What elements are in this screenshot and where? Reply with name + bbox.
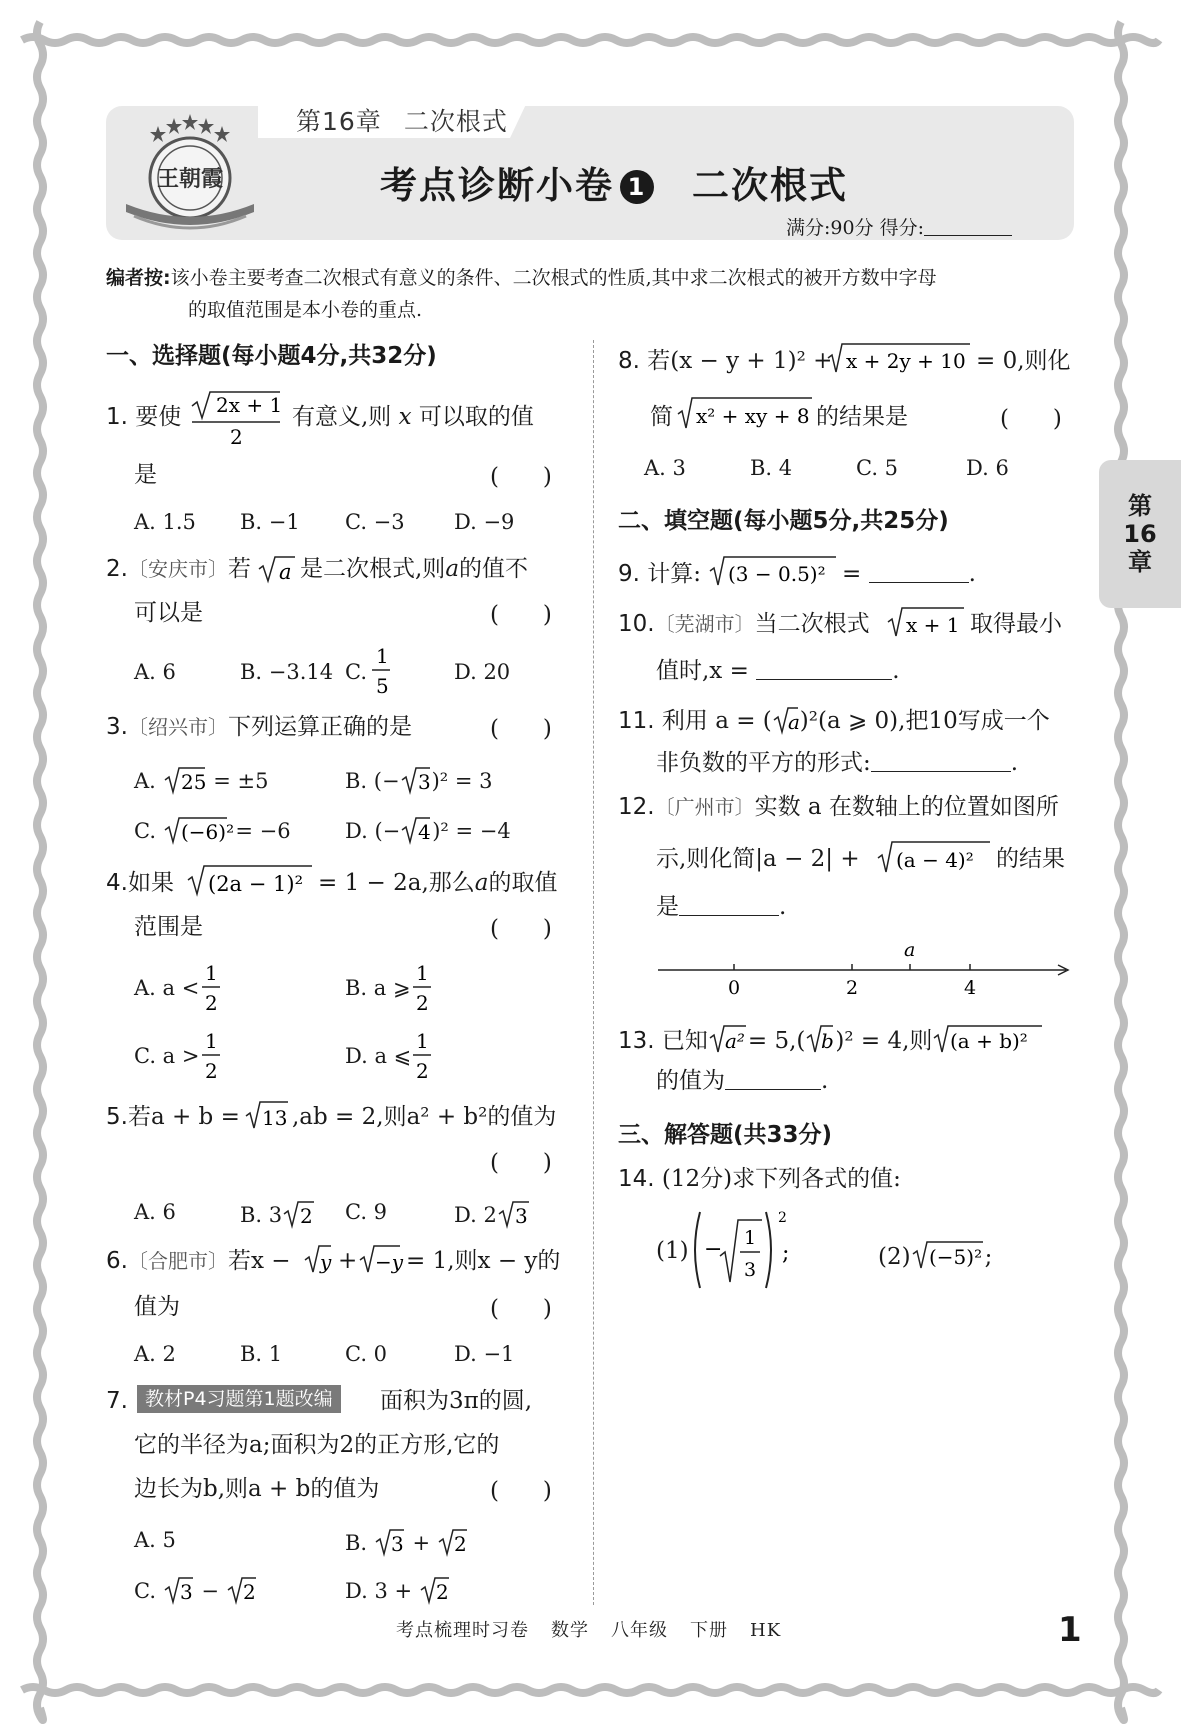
q7-line2: 它的半径为a;面积为2的正方形,它的 [134,1432,500,1458]
q1-line2: 是 [134,462,157,488]
point-a-label: a [904,939,916,961]
q7-option-b[interactable]: B. 3 + 2 [345,1531,467,1556]
section-3-title: 三、解答题(共33分) [618,1122,833,1148]
svg-text:王朝霞: 王朝霞 [156,166,224,192]
q8-line2: 简 [650,404,673,430]
q6-line2: 值为 [134,1294,180,1320]
svg-text:1: 1 [744,1227,757,1249]
svg-text:(a + b)²: (a + b)² [950,1029,1029,1053]
q3-option-a[interactable]: A. 25 = ±5 [134,769,269,794]
svg-text:a: a [787,710,800,734]
q3-option-b[interactable]: B. (− 3 )² = 3 [345,769,493,794]
svg-text:x + 1: x + 1 [906,613,960,637]
tick-label-4: 4 [964,977,977,999]
chapter-side-tab: 第 16 章 [1099,460,1181,608]
q12-line2b: 的结果 [996,846,1065,872]
q13-line1: 13. 已知 a² = 5,( b )² = 4,则 (a + b)² [618,1024,1044,1054]
svg-text:2: 2 [416,1059,429,1083]
svg-text:1: 1 [376,644,389,668]
q9-line: 9. 计算: [618,561,702,587]
q11-line1: 11. 利用 a = ( a )²(a ⩾ 0),把10写成一个 [618,708,1050,734]
q2-line1: 2.〔安庆市〕若 [106,556,251,582]
score-blank[interactable] [924,218,1012,236]
q2-option-c[interactable]: C. [345,660,367,684]
q9-answer-blank[interactable] [869,563,969,583]
editor-note: 编者按:该小卷主要考查二次根式有意义的条件、二次根式的性质,其中求二次根式的被开方数中字母 的取值范围是本小卷的重点. [106,267,937,321]
q8-option-a[interactable]: A. 3 [644,456,686,480]
q1-fraction [190,388,286,448]
q4-answer-paren[interactable]: ( ) [490,916,552,942]
q4-line1: 4.如果 [106,870,174,896]
q4-option-d-fraction [411,1028,435,1084]
q6-answer-paren[interactable]: ( ) [490,1296,552,1322]
svg-text:2: 2 [242,1580,256,1604]
q3-line1: 3.〔绍兴市〕下列运算正确的是 [106,714,412,740]
q7-option-c[interactable]: C. 3 − 2 [134,1579,256,1604]
q9-answer: = . [842,561,976,587]
q4-option-c-fraction [200,1028,224,1084]
title-circled-number: 1 [620,170,654,204]
svg-text:1: 1 [416,1029,429,1053]
page-number: 1 [1058,1610,1082,1650]
svg-text:1: 1 [205,961,218,985]
svg-text:3: 3 [417,770,431,794]
q8-answer-paren[interactable]: ( ) [1000,406,1062,432]
q5-answer-paren[interactable]: ( ) [490,1150,552,1176]
q1-option-a[interactable]: A. 1.5 [134,510,196,534]
q14-part2: (2) (−5)² ; [878,1244,993,1270]
q12-sqrt [876,840,992,874]
q5-line1b: ,ab = 2,则a² + b²的值为 [292,1104,557,1130]
q4-option-b[interactable]: B. a ⩾ [345,976,411,1000]
q6-plus: + [338,1248,358,1274]
q6-sqrt-y [303,1244,333,1276]
q13-answer-blank[interactable] [725,1070,821,1090]
chapter-number: 第16章 [296,107,382,136]
svg-text:25: 25 [180,770,206,794]
svg-text:x² + xy + 8: x² + xy + 8 [696,404,810,428]
svg-text:1: 1 [205,1029,218,1053]
tick-label-2: 2 [846,977,859,999]
q2-answer-paren[interactable]: ( ) [490,602,552,628]
score-line: 满分:90分 得分: [786,213,1012,240]
q8-sqrt-1 [826,342,972,374]
q5-line1: 5.若a + b = [106,1104,240,1130]
q6-sqrt-neg-y [358,1244,402,1276]
section-1-title: 一、选择题(每小题4分,共32分) [106,343,437,369]
q5-option-b[interactable]: B. 3 2 [240,1203,313,1228]
svg-text:;: ; [782,1241,790,1266]
q10-line1: 10.〔芜湖市〕当二次根式 [618,611,870,637]
svg-text:2: 2 [205,991,218,1015]
page-title: 考点诊断小卷 1 二次根式 [380,164,848,207]
q7-line3: 边长为b,则a + b的值为 [134,1476,380,1502]
svg-text:(3 − 0.5)²: (3 − 0.5)² [728,562,826,586]
q7-line1: 面积为3π的圆, [380,1388,533,1414]
svg-text:a²: a² [724,1029,745,1053]
q14-part1-expression [690,1206,800,1296]
q3-answer-paren[interactable]: ( ) [490,716,552,742]
q2-line2: 可以是 [134,600,203,626]
q4-line2: 范围是 [134,914,203,940]
q9-sqrt [708,555,838,587]
q14-line1: 14. (12分)求下列各式的值: [618,1166,901,1192]
svg-text:4: 4 [418,820,431,844]
q6-line1: 6.〔合肥市〕若x − [106,1248,291,1274]
q5-sqrt-13 [244,1100,290,1132]
q3-option-c[interactable]: C. (−6)² = −6 [134,819,291,844]
q2-sqrt-a [257,553,297,585]
q4-option-d[interactable]: D. a ⩽ [345,1044,412,1068]
svg-text:(−6)²: (−6)² [180,820,234,844]
svg-text:(2a − 1)²: (2a − 1)² [208,872,303,896]
svg-text:3: 3 [390,1532,404,1556]
q12-number-line [654,938,1074,1000]
page-footer: 考点梳理时习卷 数学 八年级 下册 HK [396,1620,782,1641]
q1-answer-paren[interactable]: ( ) [490,464,552,490]
svg-text:2: 2 [230,425,243,449]
chapter-topic: 二次根式 [403,107,508,136]
q4-option-a[interactable]: A. a < [134,976,200,1000]
q5-option-c[interactable]: C. 9 [345,1200,388,1224]
svg-text:(−5)²: (−5)² [928,1245,982,1269]
svg-text:3: 3 [744,1259,757,1281]
q1-option-c[interactable]: C. −3 [345,510,405,534]
q12-line1: 12.〔广州市〕实数 a 在数轴上的位置如图所 [618,794,1059,820]
q6-option-d[interactable]: D. −1 [454,1342,515,1366]
q4-option-b-fraction [411,960,435,1016]
q11-line2: 非负数的平方的形式: . [656,750,1019,776]
svg-text:2: 2 [435,1580,449,1604]
svg-text:2x + 1: 2x + 1 [216,393,283,417]
publisher-logo [120,112,260,232]
q6-option-c[interactable]: C. 0 [345,1342,388,1366]
svg-text:−: − [704,1237,723,1262]
q10-line1b: 取得最小 [970,611,1062,637]
svg-text:3: 3 [514,1204,528,1228]
q1-option-b[interactable]: B. −1 [240,510,300,534]
svg-text:(a − 4)²: (a − 4)² [896,848,974,872]
q8-line2b: 的结果是 [816,404,908,430]
q4-line1b: = 1 − 2a,那么a的取值 [318,870,558,896]
q10-line2: 值时,x = . [656,658,900,684]
chapter-label [296,102,508,138]
q5-option-a[interactable]: A. 6 [134,1200,176,1224]
svg-text:a: a [279,560,292,584]
q2-option-a[interactable]: A. 6 [134,660,176,684]
q4-option-a-fraction [200,960,224,1016]
q7-option-a[interactable]: A. 5 [134,1528,176,1552]
svg-text:2: 2 [205,1059,218,1083]
q1-option-d[interactable]: D. −9 [454,510,515,534]
q7-number: 7. [106,1388,128,1414]
svg-text:3: 3 [179,1580,193,1604]
q2-option-b[interactable]: B. −3.14 [240,660,334,684]
q8-line1: 8. 若(x − y + 1)² + [618,348,833,374]
q8-option-d[interactable]: D. 6 [966,456,1009,480]
q7-option-d[interactable]: D. 3 + 2 [345,1579,449,1604]
q12-line3: 是 . [656,894,787,920]
svg-text:−y: −y [375,1250,404,1274]
q6-option-a[interactable]: A. 2 [134,1342,176,1366]
q12-line2: 示,则化简|a − 2| + [656,846,860,872]
q10-sqrt [886,606,966,638]
svg-text:y: y [320,1250,332,1274]
q7-textbook-badge: 教材P4习题第1题改编 [137,1385,341,1413]
q11-answer-blank[interactable] [871,752,1011,772]
q4-sqrt [186,864,314,896]
q8-option-b[interactable]: B. 4 [750,456,793,480]
q8-option-c[interactable]: C. 5 [856,456,899,480]
q8-line1b: = 0,则化 [976,348,1071,374]
svg-text:5: 5 [376,674,389,698]
q10-answer-blank[interactable] [756,660,892,680]
tick-label-0: 0 [728,977,741,999]
svg-text:x + 2y + 10: x + 2y + 10 [846,349,966,373]
q5-option-d[interactable]: D. 2 3 [454,1203,528,1228]
svg-text:b: b [821,1029,835,1053]
svg-text:13: 13 [262,1106,288,1130]
q14-part1-label: (1) [656,1238,689,1264]
svg-text:1: 1 [416,961,429,985]
q3-option-d[interactable]: D. (− 4 )² = −4 [345,819,511,844]
q1-line1: 1. 要使 [106,404,182,430]
q4-option-c[interactable]: C. a > [134,1044,200,1068]
q2-option-d[interactable]: D. 20 [454,660,511,684]
svg-text:2: 2 [300,1204,313,1228]
svg-text:2: 2 [778,1210,787,1226]
q2-line1b: 是二次根式,则a的值不 [300,556,529,582]
svg-text:2: 2 [416,991,429,1015]
q7-answer-paren[interactable]: ( ) [490,1478,552,1504]
column-divider [593,340,594,1605]
q2-option-c-fraction [370,643,394,699]
q6-line1b: = 1,则x − y的 [406,1248,561,1274]
q12-answer-blank[interactable] [679,896,779,916]
q1-line1b: 有意义,则 x 可以取的值 [292,404,534,430]
section-2-title: 二、填空题(每小题5分,共25分) [618,508,949,534]
q6-option-b[interactable]: B. 1 [240,1342,283,1366]
q13-line2: 的值为 . [656,1068,829,1094]
q8-sqrt-2 [676,396,814,430]
svg-text:2: 2 [453,1532,467,1556]
